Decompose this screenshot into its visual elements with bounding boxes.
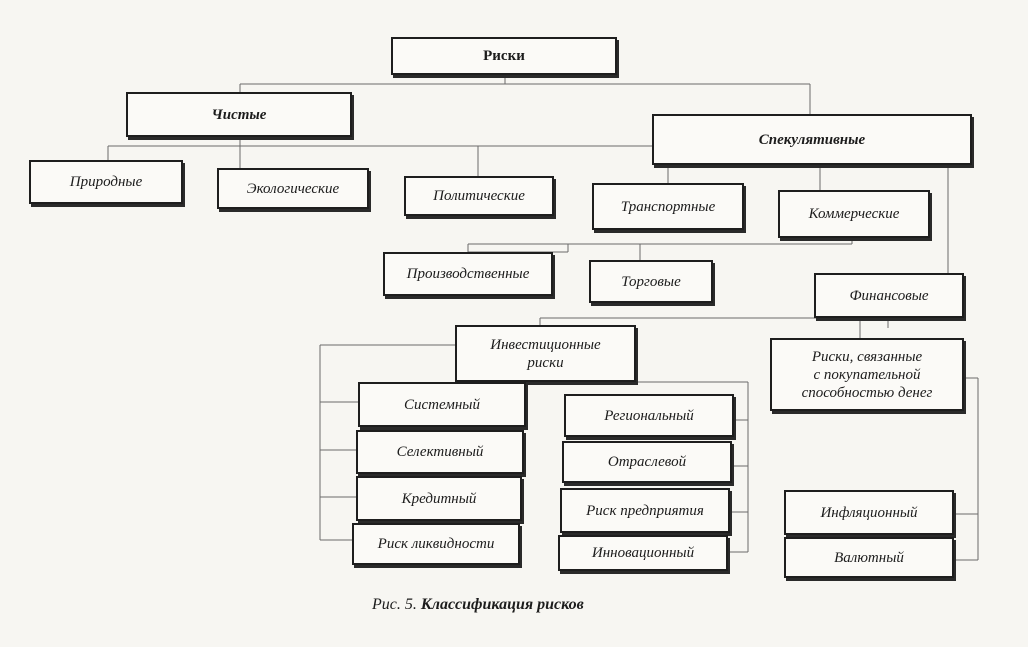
node-production-risks-label: Производственные xyxy=(406,266,530,282)
node-ecological-risks xyxy=(217,168,369,209)
node-currency-risk xyxy=(784,537,954,578)
node-purchasing-power-risks-label-2: с покупательной xyxy=(813,366,921,383)
node-trade-risks-label: Торговые xyxy=(621,273,681,290)
node-investment-risks-label-2: риски xyxy=(527,354,564,371)
node-natural-risks-label: Природные xyxy=(69,174,143,190)
node-purchasing-power-risks xyxy=(770,338,964,411)
node-currency-risk-label: Валютный xyxy=(834,549,904,566)
node-commercial-risks xyxy=(778,190,930,238)
node-pure-risks-label: Чистые xyxy=(211,106,267,123)
node-sectoral-risk-label: Отраслевой xyxy=(607,454,687,470)
node-regional-risk xyxy=(564,394,734,437)
node-natural-risks xyxy=(29,160,183,204)
node-liquidity-risk-label: Риск ликвидности xyxy=(377,536,495,552)
node-systemic-risk xyxy=(358,382,526,427)
node-enterprise-risk-label: Риск предприятия xyxy=(586,502,704,519)
node-investment-risks xyxy=(455,325,636,382)
node-inflation-risk xyxy=(784,490,954,535)
node-transport-risks xyxy=(592,183,744,230)
node-credit-risk-label: Кредитный xyxy=(401,490,477,507)
node-credit-risk xyxy=(356,476,522,521)
node-purchasing-power-risks-label-1: Риски, связанные xyxy=(811,348,923,365)
node-speculative-risks xyxy=(652,114,972,165)
node-transport-risks-label: Транспортные xyxy=(620,198,716,215)
node-purchasing-power-risks-label-3: способностью денег xyxy=(801,384,933,401)
figure-caption-number: Рис. 5. xyxy=(372,596,417,613)
node-selective-risk xyxy=(356,430,524,474)
node-commercial-risks-label: Коммерческие xyxy=(808,206,900,222)
node-risks-label: Риски xyxy=(483,48,525,64)
node-sectoral-risk xyxy=(562,441,732,483)
node-financial-risks xyxy=(814,273,964,318)
node-enterprise-risk xyxy=(560,488,730,533)
node-regional-risk-label: Региональный xyxy=(604,407,694,424)
figure-caption-title: Классификация рисков xyxy=(420,596,584,613)
node-selective-risk-label: Селективный xyxy=(396,444,484,460)
node-production-risks xyxy=(383,252,553,296)
figure-caption xyxy=(372,596,584,614)
node-liquidity-risk xyxy=(352,523,520,565)
node-risks xyxy=(391,37,617,75)
node-ecological-risks-label: Экологические xyxy=(246,180,340,197)
node-political-risks-label: Политические xyxy=(433,188,525,204)
node-innovation-risk-label: Инновационный xyxy=(591,545,695,561)
node-pure-risks xyxy=(126,92,352,137)
node-political-risks xyxy=(404,176,554,216)
node-trade-risks xyxy=(589,260,713,303)
node-inflation-risk-label: Инфляционный xyxy=(820,504,918,521)
node-investment-risks-label-1: Инвестиционные xyxy=(490,336,601,353)
node-financial-risks-label: Финансовые xyxy=(849,287,929,304)
node-speculative-risks-label: Спекулятивные xyxy=(758,131,866,148)
node-systemic-risk-label: Системный xyxy=(404,396,480,413)
node-innovation-risk xyxy=(558,535,728,571)
